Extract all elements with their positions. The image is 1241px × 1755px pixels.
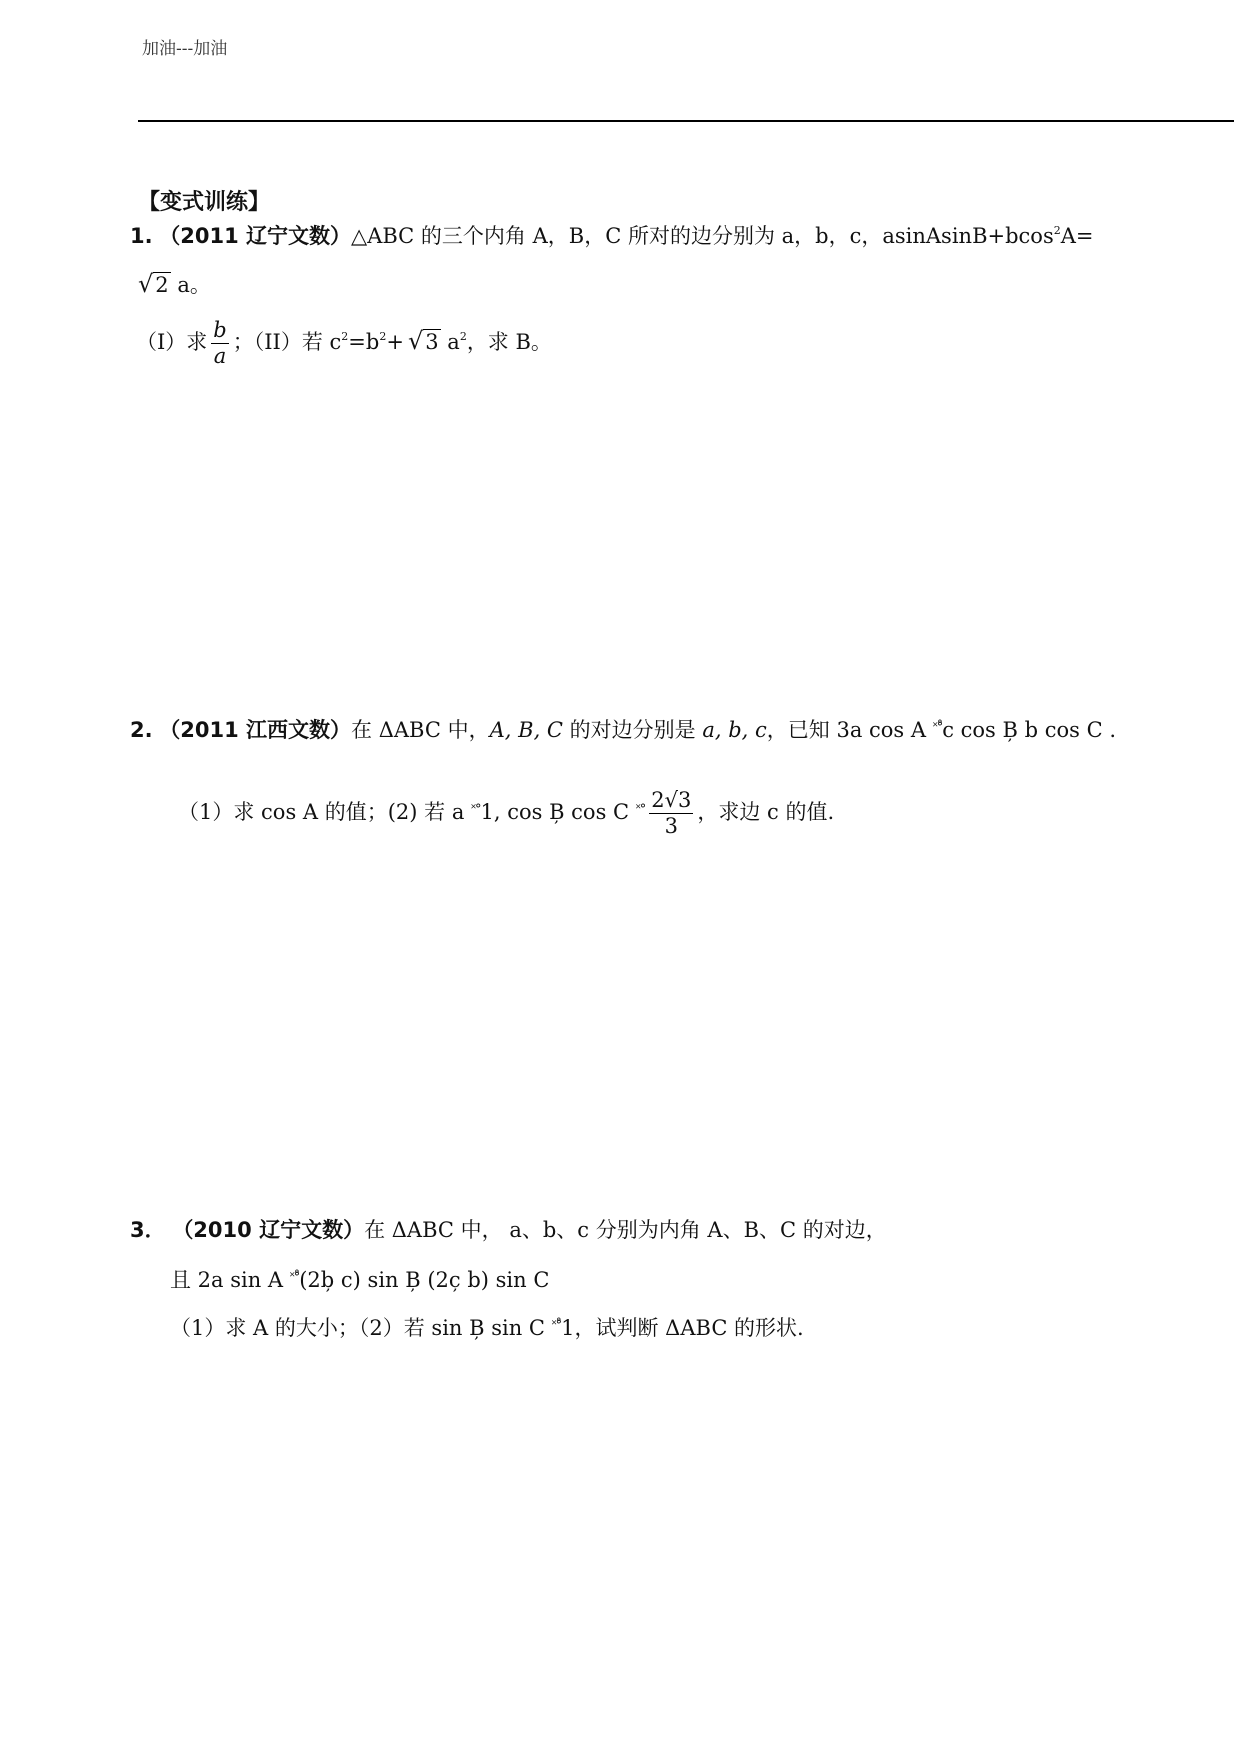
problem2-line2 xyxy=(178,788,834,839)
section-title: 【变式训练】 xyxy=(138,190,271,215)
problem2-part-c: ，求边 c 的值. xyxy=(697,800,835,825)
problem2-vertices: A, B, C xyxy=(489,718,563,742)
problem2-equals-glyph-3: ˟° xyxy=(635,802,646,818)
problem2-text-c: 的对边分别是 xyxy=(563,718,703,742)
problem1-a-term: a xyxy=(440,330,460,355)
problem3-source: （2010 辽宁文数） xyxy=(172,1218,365,1242)
problem1-part2-end: ，求 B。 xyxy=(466,330,552,355)
problem1-number: 1. xyxy=(130,224,153,248)
page-header-text: 加油---加油 xyxy=(142,39,228,59)
problem2-source: （2011 江西文数） xyxy=(159,718,352,742)
problem1-part2-label: ；（II）若 c xyxy=(232,330,342,355)
problem1-fraction-b-over-a: $\frac{b}{a}$ xyxy=(213,318,227,369)
problem3-text-a: 在 ΔABC 中， a、b、c 分别为内角 A、B、C 的对边， xyxy=(364,1218,887,1242)
problem3-number: 3． xyxy=(130,1218,166,1242)
problem1-c-squared: 2 xyxy=(341,330,349,344)
problem1-a-squared: 2 xyxy=(459,330,467,344)
problem1-part1-label: （I）求 xyxy=(136,330,208,355)
problem1-sqrt3: √3 xyxy=(407,327,439,356)
problem3-line3 xyxy=(170,1316,804,1341)
problem2-sides: a, b, c xyxy=(702,718,767,742)
problem2-part-a: （1）求 cos A 的值；(2) 若 a xyxy=(178,800,472,825)
problem1-plus: + xyxy=(386,330,404,355)
problem1-b-squared: 2 xyxy=(379,330,387,344)
problem2-equals-glyph: ˟°̊ xyxy=(932,720,943,735)
problem2-text-f: c cos B̦ b cos C . xyxy=(942,718,1116,742)
problem3-line2 xyxy=(170,1268,549,1293)
problem2-text-a: 在 ΔABC 中， xyxy=(351,718,490,742)
problem1-cos-exponent: 2 xyxy=(1053,224,1061,237)
problem3-equals-glyph: ˟°̊ xyxy=(289,1270,300,1285)
header-divider xyxy=(138,120,1234,122)
problem1-source: （2011 辽宁文数） xyxy=(159,224,352,248)
problem2-fraction: $\frac{2√3}{3}$ xyxy=(651,788,692,839)
problem3-condition-b: (2b̦ c) sin B̦ (2c̦ b) sin C xyxy=(299,1268,550,1292)
problem2-number: 2. xyxy=(130,718,153,742)
problem3-question-b: 1，试判断 ΔABC 的形状. xyxy=(561,1316,804,1340)
problem1-line2 xyxy=(134,270,211,299)
problem3-condition-a: 且 2a sin A xyxy=(170,1268,290,1292)
problem1-part2-eq: =b xyxy=(348,330,380,355)
problem2-text-e: ，已知 3a cos A xyxy=(766,718,933,742)
problem1-line1 xyxy=(130,224,1093,249)
problem2-line1 xyxy=(130,718,1116,743)
problem2-equals-glyph-2: ˟° xyxy=(471,802,481,818)
problem1-statement: △ABC 的三个内角 A，B，C 所对的边分别为 a，b，c，asinAsinB+bcos xyxy=(351,224,1054,248)
problem3-line1 xyxy=(130,1218,887,1243)
problem1-line2-end: a。 xyxy=(170,273,211,297)
problem3-equals-glyph-2: ˟°̊ xyxy=(551,1318,562,1333)
problem1-parts xyxy=(136,318,552,369)
problem3-question-a: （1）求 A 的大小；（2）若 sin B̦ sin C xyxy=(170,1316,552,1340)
problem1-statement-end: A= xyxy=(1060,224,1094,248)
problem1-sqrt2: √2 xyxy=(138,270,169,298)
problem2-part-b: 1, cos B̦ cos C xyxy=(480,800,636,825)
